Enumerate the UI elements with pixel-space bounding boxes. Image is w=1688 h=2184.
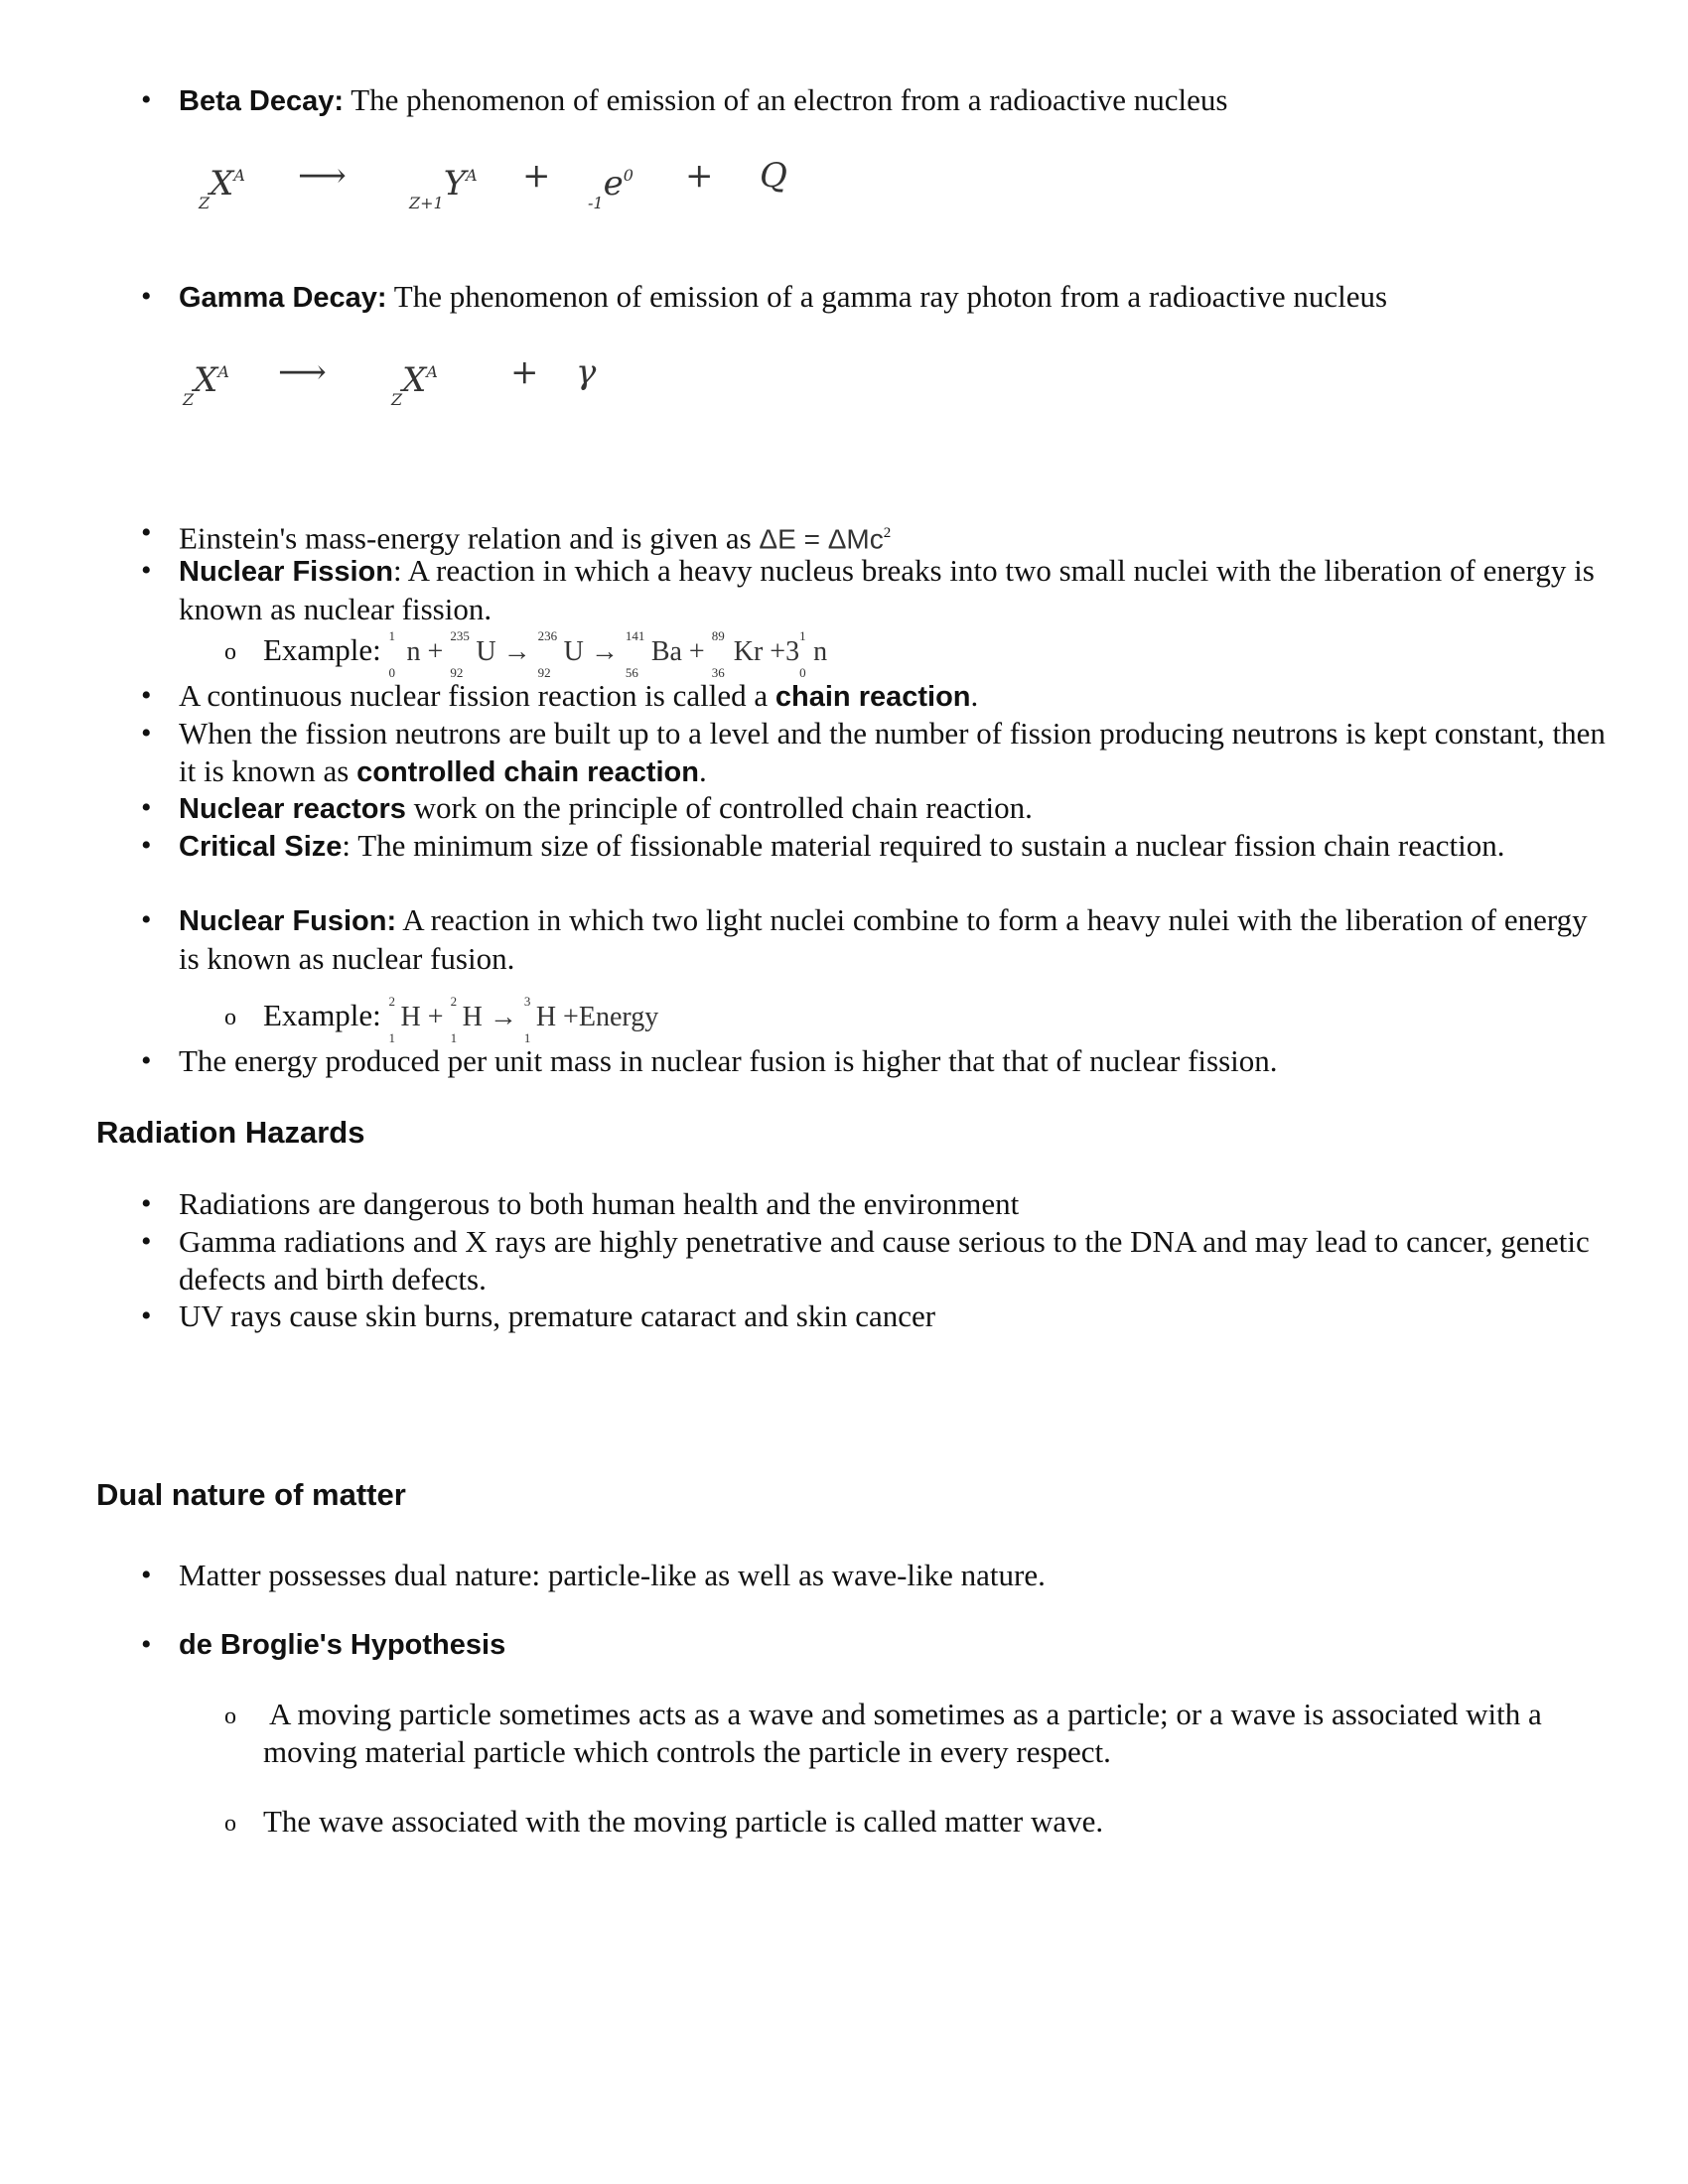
reactors-text: work on the principle of controlled chain reaction. [405, 790, 1033, 825]
hydrogen-symbol: H [400, 1002, 421, 1032]
u236-mass: 236 [537, 628, 558, 643]
bullet: • [141, 903, 152, 936]
uranium-symbol: U [476, 636, 496, 667]
arrow-icon: ⟶ [298, 156, 347, 196]
n2-atomic: 0 [799, 665, 806, 680]
krypton-symbol: Kr [733, 636, 764, 667]
barium-symbol: Ba [650, 636, 682, 667]
arrow-icon: ⟶ [278, 352, 327, 392]
controlled-end: . [698, 753, 707, 788]
plus-sign: + [685, 156, 714, 196]
u235-atomic: 92 [450, 665, 464, 680]
beta-decay-item [179, 81, 1609, 120]
bullet: • [141, 1187, 152, 1220]
dual-nature-heading: Dual nature of matter [96, 1477, 406, 1512]
chain-term: chain reaction [774, 681, 971, 713]
controlled-text: When the fission neutrons are built up to a level and the number of fission producing neutrons is kept constant, then it is known as [179, 716, 1606, 788]
plus-sign: + [427, 636, 444, 667]
controlled-term: controlled chain reaction [356, 756, 699, 788]
kr-mass: 89 [711, 628, 725, 643]
bullet: • [141, 516, 152, 549]
hydrogen-symbol: H [462, 1002, 483, 1032]
critical-term: Critical Size [179, 831, 343, 863]
arrow-icon: → [590, 636, 619, 667]
fission-example [263, 628, 1584, 680]
example-label: Example: [263, 632, 389, 667]
fusion-item [179, 901, 1609, 978]
fission-item [179, 552, 1609, 628]
bullet: • [141, 554, 152, 587]
u235-mass: 235 [450, 628, 470, 643]
critical-size-item [179, 827, 1609, 866]
radiation-hazards-heading: Radiation Hazards [96, 1115, 365, 1150]
arrow-icon: → [502, 636, 531, 667]
plus-sign: + [563, 1002, 579, 1032]
daughter-z: Z+1 [409, 194, 444, 212]
daughter-a: A [466, 166, 478, 185]
plus-sign: + [688, 636, 705, 667]
sub-bullet: o [224, 1811, 236, 1837]
daughter-symbol: X [402, 360, 427, 400]
einstein-formula: ΔE = ΔMc [759, 523, 884, 555]
daughter-z: Z [391, 390, 403, 409]
reactors-item [179, 789, 1609, 828]
de-broglie-heading: de Broglie's Hypothesis [179, 1629, 506, 1661]
plus-sign: + [770, 636, 786, 667]
kr-atomic: 36 [711, 665, 725, 680]
energy-word: Energy [578, 1002, 659, 1032]
bullet: • [141, 1225, 152, 1258]
fusion-example [263, 994, 1584, 1045]
critical-text: : The minimum size of fissionable material required to sustain a nuclear fission chain reaction. [342, 828, 1505, 863]
gamma-decay-text: The phenomenon of emission of a gamma ray photon from a radioactive nucleus [386, 279, 1388, 314]
electron-sub: -1 [588, 194, 604, 212]
fission-equation [388, 628, 828, 680]
bullet: • [141, 1628, 152, 1661]
example-label: Example: [263, 998, 389, 1032]
uranium-symbol: U [563, 636, 584, 667]
gamma-decay-item [179, 278, 1609, 317]
bullet: • [141, 1559, 152, 1591]
bullet: • [141, 791, 152, 824]
einstein-formula-sup: 2 [883, 525, 892, 541]
h3-mass: 3 [523, 994, 531, 1009]
controlled-chain-item [179, 715, 1609, 791]
beta-decay-term: Beta Decay: [179, 85, 345, 117]
parent-z: Z [199, 194, 211, 212]
sub-bullet: o [224, 1005, 236, 1030]
gamma-symbol: γ [576, 352, 597, 392]
h2-atomic: 1 [450, 1030, 458, 1045]
chain-reaction-item [179, 677, 1609, 716]
parent-a: A [233, 166, 245, 185]
neutron-symbol: n [813, 636, 828, 667]
einstein-text: Einstein's mass-energy relation and is given as [179, 520, 760, 556]
bullet: • [141, 717, 152, 750]
coefficient: 3 [785, 636, 800, 667]
parent-a: A [217, 362, 229, 381]
ba-mass: 141 [625, 628, 645, 643]
fusion-equation [388, 994, 659, 1045]
hazard-item: Radiations are dangerous to both human health and the environment [179, 1186, 1020, 1221]
de-broglie-point: The wave associated with the moving particle is called matter wave. [263, 1804, 1104, 1839]
de-broglie-point: A moving particle sometimes acts as a wave and sometimes as a particle; or a wave is associated with a moving material particle which controls the particle in every respect. [263, 1697, 1542, 1769]
gamma-decay-term: Gamma Decay: [179, 282, 387, 314]
bullet: • [141, 1044, 152, 1077]
dual-nature-item: Matter possesses dual nature: particle-like as well as wave-like nature. [179, 1558, 1046, 1592]
u236-atomic: 92 [537, 665, 551, 680]
plus-sign: + [522, 156, 551, 196]
gamma-decay-equation [183, 352, 620, 409]
bullet: • [141, 1299, 152, 1332]
hazard-item: UV rays cause skin burns, premature cataract and skin cancer [179, 1298, 936, 1333]
beta-decay-equation [199, 156, 814, 212]
bullet: • [141, 280, 152, 313]
parent-z: Z [183, 390, 195, 409]
chain-text: A continuous nuclear fission reaction is called a [179, 678, 775, 713]
plus-sign: + [427, 1002, 444, 1032]
sub-bullet: o [224, 1704, 236, 1729]
parent-symbol: X [194, 360, 218, 400]
chain-end: . [970, 678, 979, 713]
energy-note-item: The energy produced per unit mass in nuclear fusion is higher that that of nuclear fission. [179, 1043, 1278, 1078]
bullet: • [141, 829, 152, 862]
h1-mass: 2 [388, 994, 396, 1009]
hydrogen-symbol: H [535, 1002, 557, 1032]
daughter-a: A [426, 362, 438, 381]
fission-term: Nuclear Fission [179, 556, 393, 588]
n2-mass: 1 [799, 628, 806, 643]
fission-text: : A reaction in which a heavy nucleus breaks into two small nuclei with the liberation of energy is known as nuclear fission. [179, 553, 1595, 626]
neutron-symbol: n [406, 636, 421, 667]
sub-bullet: o [224, 639, 236, 665]
fusion-text: A reaction in which two light nuclei combine to form a heavy nulei with the liberation of energy is known as nuclear fusion. [179, 902, 1588, 976]
beta-decay-text: The phenomenon of emission of an electron from a radioactive nucleus [344, 82, 1228, 117]
bullet: • [141, 679, 152, 712]
h1-atomic: 1 [388, 1030, 396, 1045]
h3-atomic: 1 [523, 1030, 531, 1045]
hazard-item: Gamma radiations and X rays are highly penetrative and cause serious to the DNA and may lead to cancer, genetic defects and birth defects. [179, 1224, 1590, 1297]
bullet: • [141, 83, 152, 116]
arrow-icon: → [489, 1002, 517, 1032]
ba-atomic: 56 [625, 665, 638, 680]
reactors-term: Nuclear reactors [179, 793, 406, 825]
fusion-term: Nuclear Fusion: [179, 905, 397, 937]
daughter-symbol: Y [443, 164, 467, 204]
h2-mass: 2 [450, 994, 458, 1009]
n1-atomic: 0 [388, 665, 396, 680]
parent-symbol: X [210, 164, 234, 204]
n1-mass: 1 [388, 628, 396, 643]
q-symbol: Q [760, 156, 787, 196]
electron-symbol: e [603, 164, 624, 204]
electron-sup: 0 [623, 166, 633, 185]
plus-sign: + [510, 352, 539, 392]
